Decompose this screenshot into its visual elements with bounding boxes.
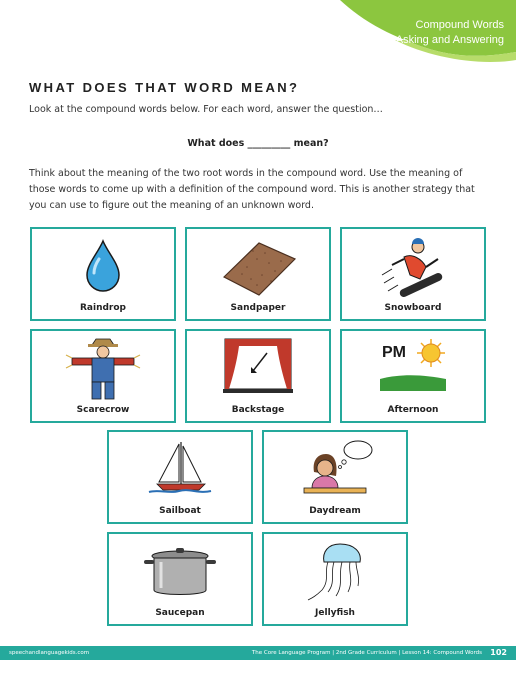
header-title [396,18,504,48]
card-jellyfish [262,532,408,626]
card-sailboat [107,430,253,524]
card-label: Sailboat [159,506,201,516]
page-number: 102 [490,648,507,657]
card-label: Daydream [309,506,361,516]
footer-site: speechandlanguagekids.com [9,650,90,656]
card-raindrop [30,227,176,321]
card-saucepan [107,532,253,626]
header-line-2: Asking and Answering [395,34,504,46]
card-label: Scarecrow [76,405,130,415]
card-label: Snowboard [384,303,442,313]
pm-sign: PM [382,344,406,361]
card-label: Raindrop [79,303,126,313]
card-label: Afternoon [387,405,439,415]
question-text: What does _________ mean? [187,138,329,149]
card-snowboard [340,227,486,321]
card-sandpaper [185,227,331,321]
card-afternoon [340,329,486,423]
page-title: WHAT DOES THAT WORD MEAN? [29,80,300,95]
instructions-paragraph: Think about the meaning of the two root words in the compound word. Use the meaning of those words to come up with a definition of the compound word. This is another strategy that you can use to figure out the meaning of an unknown word. [29,168,475,211]
card-label: Backstage [231,405,285,415]
intro-text: Look at the compound words below. For each word, answer the question… [29,104,383,115]
card-scarecrow [30,329,176,423]
card-label: Jellyfish [315,608,355,618]
footer-bar [0,646,516,660]
card-label: Sandpaper [230,303,286,313]
card-backstage [185,329,331,423]
card-label: Saucepan [155,608,205,618]
card-daydream [262,430,408,524]
footer-credit: The Core Language Program | 2nd Grade Curriculum | Lesson 14: Compound Words [251,650,482,656]
header-line-1: Compound Words [415,19,504,31]
